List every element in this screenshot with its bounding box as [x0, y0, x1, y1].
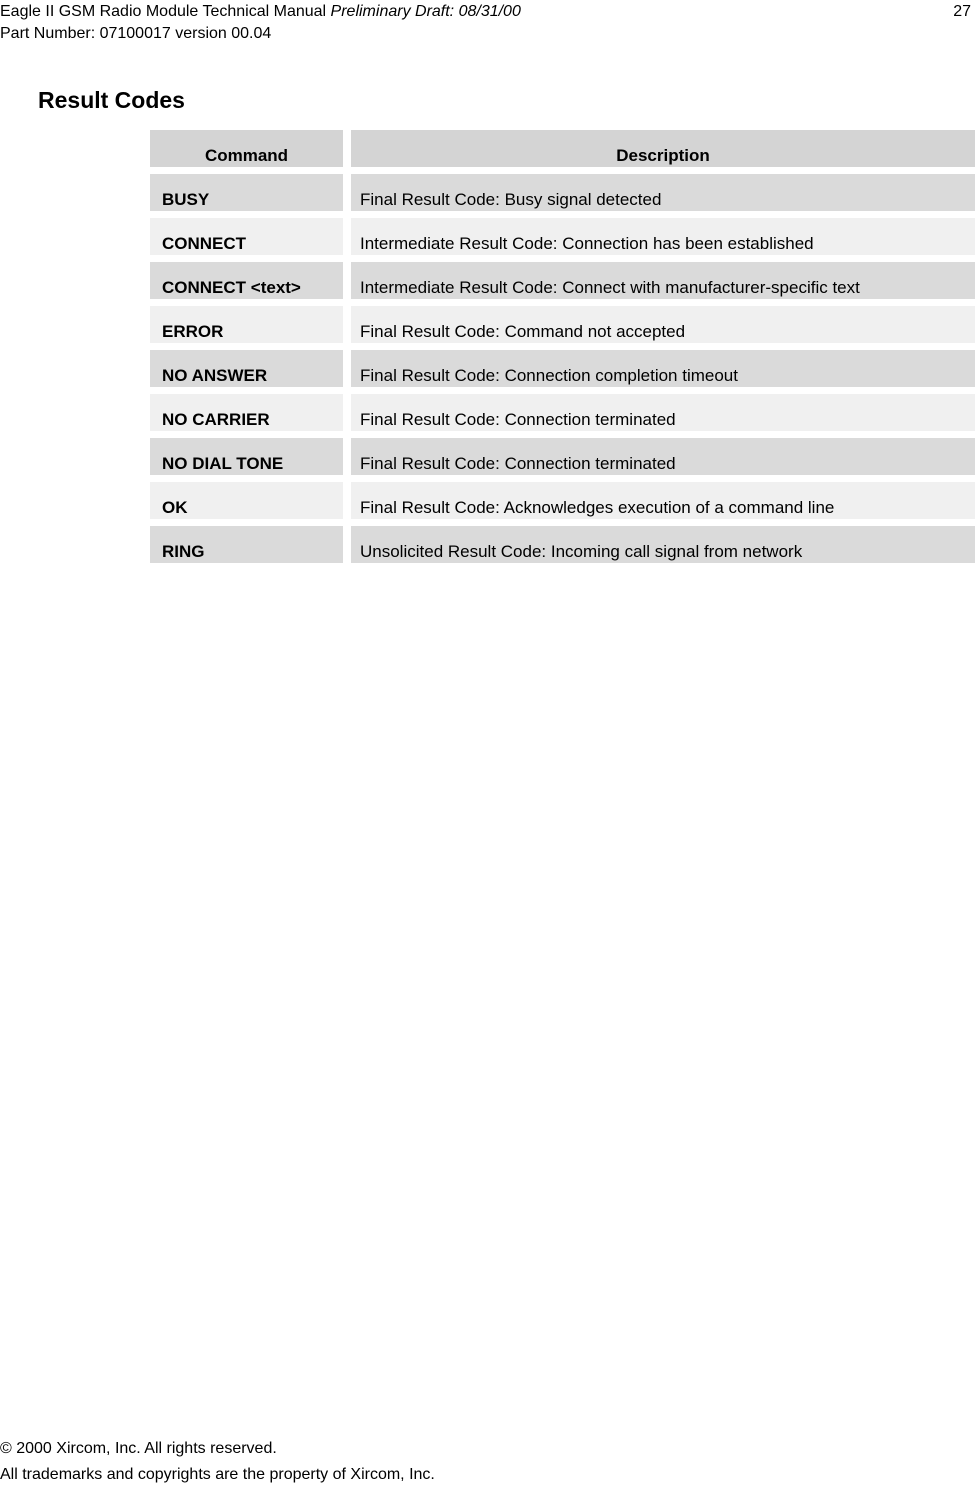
table-row — [150, 523, 975, 567]
table-row — [150, 259, 975, 303]
command-cell: NO CARRIER — [150, 391, 343, 435]
table-header-row — [150, 127, 975, 171]
description-cell: Final Result Code: Command not accepted — [351, 303, 975, 347]
command-cell: NO DIAL TONE — [150, 435, 343, 479]
description-cell: Final Result Code: Connection completion timeout — [351, 347, 975, 391]
description-cell: Final Result Code: Connection terminated — [351, 435, 975, 479]
page-number: 27 — [953, 3, 971, 20]
table-row — [150, 391, 975, 435]
description-cell: Final Result Code: Busy signal detected — [351, 171, 975, 215]
table-row — [150, 347, 975, 391]
table-row — [150, 435, 975, 479]
command-cell: ERROR — [150, 303, 343, 347]
table-row — [150, 171, 975, 215]
table-row — [150, 479, 975, 523]
command-cell: CONNECT — [150, 215, 343, 259]
command-cell: CONNECT <text> — [150, 259, 343, 303]
page-footer — [0, 1436, 435, 1488]
table-row — [150, 303, 975, 347]
header-title-line — [0, 0, 975, 22]
column-header-command: Command — [150, 127, 343, 171]
description-cell: Unsolicited Result Code: Incoming call signal from network — [351, 523, 975, 567]
table-row — [150, 215, 975, 259]
section-title: Result Codes — [38, 87, 185, 113]
command-cell: RING — [150, 523, 343, 567]
header-part-number: Part Number: 07100017 version 00.04 — [0, 25, 272, 42]
result-codes-table — [150, 127, 975, 567]
header-title: Eagle II GSM Radio Module Technical Manual — [0, 3, 331, 20]
command-cell: BUSY — [150, 171, 343, 215]
header-draft-note: Preliminary Draft: 08/31/00 — [330, 3, 521, 20]
command-cell: OK — [150, 479, 343, 523]
footer-trademarks: All trademarks and copyrights are the property of Xircom, Inc. — [0, 1466, 435, 1483]
command-cell: NO ANSWER — [150, 347, 343, 391]
page-header — [0, 0, 975, 44]
description-cell: Final Result Code: Connection terminated — [351, 391, 975, 435]
description-cell: Final Result Code: Acknowledges execution of a command line — [351, 479, 975, 523]
description-cell: Intermediate Result Code: Connection has been established — [351, 215, 975, 259]
column-header-description: Description — [351, 127, 975, 171]
description-cell: Intermediate Result Code: Connect with manufacturer-specific text — [351, 259, 975, 303]
footer-copyright: © 2000 Xircom, Inc. All rights reserved. — [0, 1440, 277, 1457]
